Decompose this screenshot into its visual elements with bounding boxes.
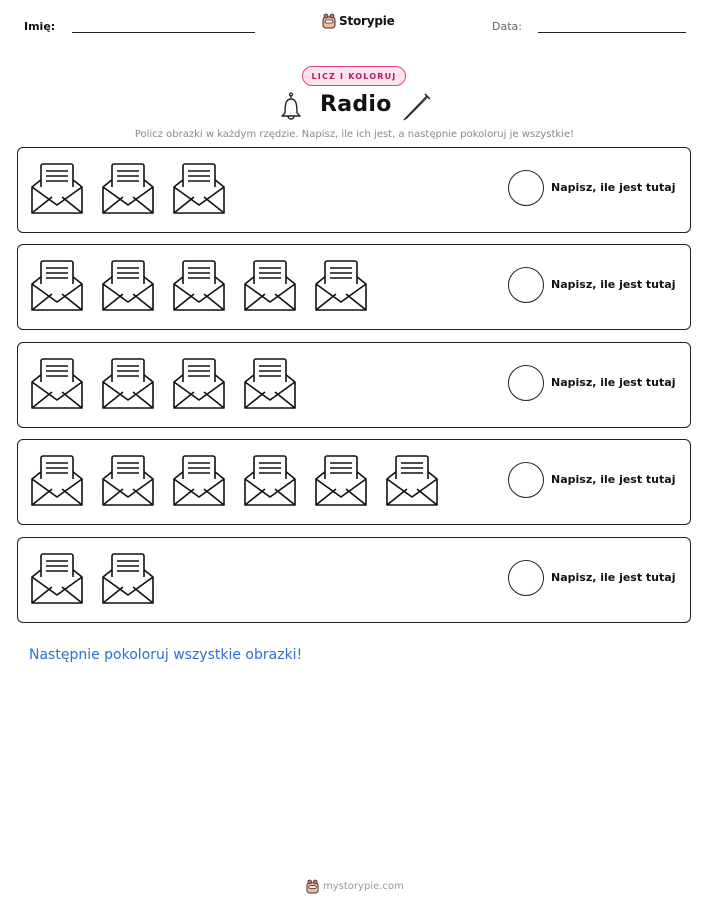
open-envelope-icon[interactable]: [172, 453, 226, 508]
count-row-5: [17, 537, 691, 623]
open-envelope-icon[interactable]: [314, 258, 368, 313]
page-title: Radio: [320, 92, 392, 117]
open-envelope-icon[interactable]: [172, 161, 226, 216]
answer-label: Napisz, ile jest tutaj: [551, 181, 676, 194]
open-envelope-icon[interactable]: [101, 258, 155, 313]
open-envelope-icon[interactable]: [30, 161, 84, 216]
open-envelope-icon[interactable]: [243, 356, 297, 411]
answer-label: Napisz, ile jest tutaj: [551, 278, 676, 291]
open-envelope-icon[interactable]: [314, 453, 368, 508]
stick-icon: [402, 92, 432, 122]
date-label: Data:: [492, 20, 522, 33]
title-row: [278, 88, 438, 124]
count-row-2: [17, 244, 691, 330]
answer-circle[interactable]: [508, 267, 544, 303]
count-row-1: [17, 147, 691, 233]
open-envelope-icon[interactable]: [30, 453, 84, 508]
open-envelope-icon[interactable]: [243, 453, 297, 508]
bell-icon: [278, 92, 304, 122]
brand-logo: [322, 13, 395, 29]
answer-circle[interactable]: [508, 560, 544, 596]
answer-circle[interactable]: [508, 462, 544, 498]
open-envelope-icon[interactable]: [30, 551, 84, 606]
name-line[interactable]: [72, 32, 255, 33]
open-envelope-icon[interactable]: [243, 258, 297, 313]
storypie-logo-icon: [306, 879, 319, 894]
open-envelope-icon[interactable]: [385, 453, 439, 508]
answer-circle[interactable]: [508, 365, 544, 401]
footer-url: mystorypie.com: [323, 881, 404, 892]
activity-badge: LICZ I KOLORUJ: [302, 66, 406, 86]
date-line[interactable]: [538, 32, 686, 33]
open-envelope-icon[interactable]: [30, 258, 84, 313]
count-row-4: [17, 439, 691, 525]
brand-name: Storypie: [339, 14, 395, 28]
storypie-logo-icon: [322, 13, 336, 29]
open-envelope-icon[interactable]: [101, 161, 155, 216]
footer-note: Następnie pokoloruj wszystkie obrazki!: [29, 647, 303, 663]
open-envelope-icon[interactable]: [101, 453, 155, 508]
open-envelope-icon[interactable]: [172, 356, 226, 411]
open-envelope-icon[interactable]: [101, 356, 155, 411]
name-label: Imię:: [24, 20, 56, 33]
answer-label: Napisz, ile jest tutaj: [551, 376, 676, 389]
count-row-3: [17, 342, 691, 428]
footer-brand: [306, 879, 404, 894]
answer-label: Napisz, ile jest tutaj: [551, 473, 676, 486]
open-envelope-icon[interactable]: [101, 551, 155, 606]
answer-circle[interactable]: [508, 170, 544, 206]
open-envelope-icon[interactable]: [30, 356, 84, 411]
open-envelope-icon[interactable]: [172, 258, 226, 313]
answer-label: Napisz, ile jest tutaj: [551, 571, 676, 584]
instruction-text: Policz obrazki w każdym rzędzie. Napisz, ile ich jest, a następnie pokoloruj je wszystkie!: [134, 129, 575, 140]
